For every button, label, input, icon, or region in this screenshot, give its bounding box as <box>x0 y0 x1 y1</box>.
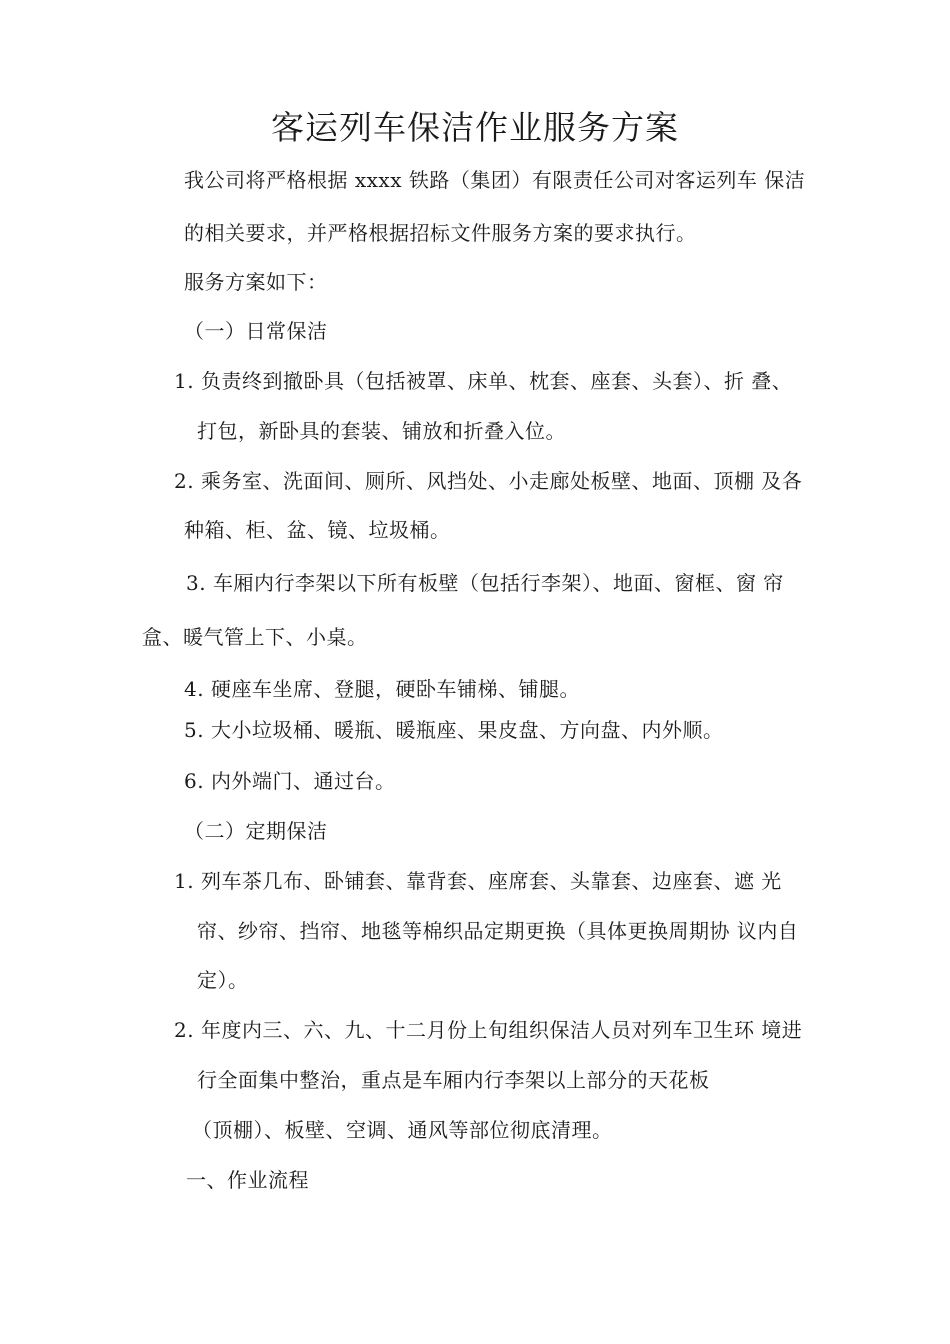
list-item-continuation: 打包，新卧具的套装、铺放和折叠入位。 <box>197 419 566 443</box>
list-item-continuation: 帘、纱帘、挡帘、地毯等棉织品定期更换（具体更换周期协 议内自 <box>197 919 799 943</box>
document-title: 客运列车保洁作业服务方案 <box>271 108 679 147</box>
list-item: 1. 负责终到撤卧具（包括被罩、床单、枕套、座套、头套）、折 叠、 <box>174 369 793 393</box>
list-item: 3. 车厢内行李架以下所有板壁（包括行李架）、地面、窗框、窗 帘 <box>186 571 784 595</box>
list-item: 5. 大小垃圾桶、暖瓶、暖瓶座、果皮盘、方向盘、内外顺。 <box>184 718 724 742</box>
section-heading: （一）日常保洁 <box>184 319 328 343</box>
paragraph-line: 我公司将严格根据 xxxx 铁路（集团）有限责任公司对客运列车 保洁 <box>184 168 806 192</box>
list-item-continuation: 盒、暖气管上下、小桌。 <box>142 625 368 649</box>
list-item: 1. 列车茶几布、卧铺套、靠背套、座席套、头靠套、边座套、遮 光 <box>174 869 782 893</box>
list-item: 4. 硬座车坐席、登腿，硬卧车铺梯、铺腿。 <box>184 677 580 701</box>
list-item-continuation: （顶棚）、板壁、空调、通风等部位彻底清理。 <box>192 1118 613 1142</box>
list-item-continuation: 行全面集中整治，重点是车厢内行李架以上部分的天花板 <box>197 1068 710 1092</box>
paragraph-line: 的相关要求，并严格根据招标文件服务方案的要求执行。 <box>184 221 697 245</box>
list-item-continuation: 种箱、柜、盆、镜、垃圾桶。 <box>184 518 451 542</box>
section-heading: 一、作业流程 <box>186 1168 309 1192</box>
list-item: 2. 年度内三、六、九、十二月份上旬组织保洁人员对列车卫生环 境进 <box>174 1018 803 1042</box>
list-item: 2. 乘务室、洗面间、厕所、风挡处、小走廊处板壁、地面、顶棚 及各 <box>174 469 803 493</box>
section-heading: （二）定期保洁 <box>184 819 328 843</box>
paragraph-line: 服务方案如下： <box>184 270 328 294</box>
list-item: 6. 内外端门、通过台。 <box>184 769 396 793</box>
list-item-continuation: 定）。 <box>197 968 249 992</box>
